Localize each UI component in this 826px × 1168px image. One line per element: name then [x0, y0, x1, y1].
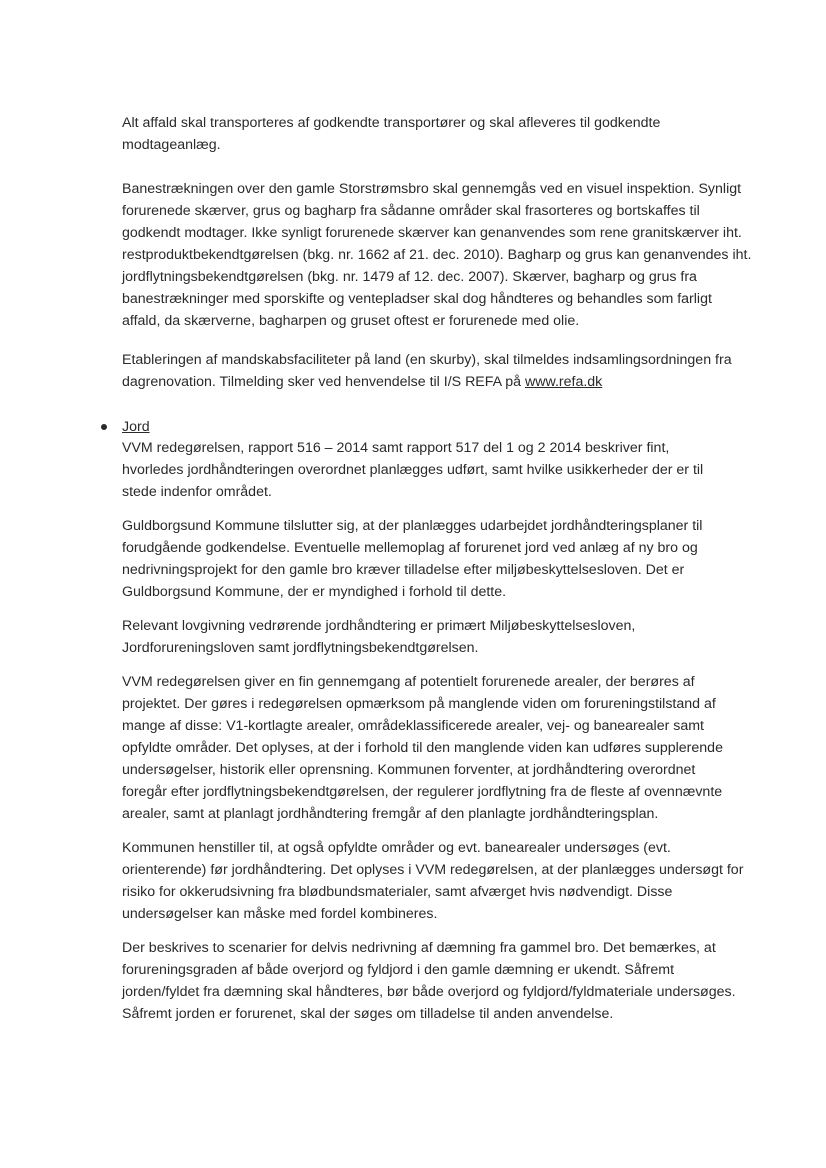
text-line: Banestrækningen over den gamle Storstrømsbro skal gennemgås ved en visuel inspektion. Synligt — [122, 181, 742, 197]
text-line: Jordforureningsloven samt jordflytningsbekendtgørelsen. — [122, 640, 479, 656]
text-line: Relevant lovgivning vedrørende jordhåndtering er primært Miljøbeskyttelsesloven, — [122, 618, 636, 634]
text-line: Der beskrives to scenarier for delvis nedrivning af dæmning fra gammel bro. Det bemærkes, at — [122, 940, 716, 956]
text-line: Såfremt jorden er forurenet, skal der søges om tilladelse til anden anvendelse. — [122, 1006, 614, 1022]
text-line: banestrækninger med sporskifte og ventepladser skal dog håndteres og behandles som farligt — [122, 291, 712, 307]
refa-link[interactable]: www.refa.dk — [525, 374, 603, 390]
text-line: VVM redegørelsen giver en fin gennemgang af potentielt forurenede arealer, der berøres af — [122, 674, 695, 690]
text-line: opfyldte områder. Det oplyses, at der i forhold til den manglende viden kan udføres supplerende — [122, 740, 723, 756]
bullet-icon — [101, 424, 107, 430]
text-line: jorden/fyldet fra dæmning skal håndteres, bør både overjord og fyldjord/fyldmateriale undersøges. — [122, 984, 736, 1000]
text-line: mange af disse: V1-kortlagte arealer, områdeklassificerede arealer, vej- og banearealer samt — [122, 718, 704, 734]
text-line: nedrivningsprojekt for den gamle bro kræver tilladelse efter miljøbeskyttelsesloven. Det er — [122, 562, 685, 578]
text-line: undersøgelser kan måske med fordel kombineres. — [122, 906, 438, 922]
jord-heading-text: Jord — [122, 419, 150, 435]
text-line: Kommunen henstiller til, at også opfyldte områder og evt. banearealer undersøges (evt. — [122, 840, 671, 856]
text-line: Guldborgsund Kommune tilslutter sig, at der planlægges udarbejdet jordhåndteringsplaner til — [122, 518, 703, 534]
text-line: VVM redegørelsen, rapport 516 – 2014 samt rapport 517 del 1 og 2 2014 beskriver fint, — [122, 440, 670, 456]
text-line: forureningsgraden af både overjord og fyldjord i den gamle dæmning er ukendt. Såfremt — [122, 962, 675, 978]
text-line: modtageanlæg. — [122, 137, 221, 153]
text-line: arealer, samt at planlagt jordhåndtering fremgår af den planlagte jordhåndteringsplan. — [122, 806, 659, 822]
text-line: Alt affald skal transporteres af godkendte transportører og skal afleveres til godkendte — [122, 115, 661, 131]
text-line: undersøgelser, historik eller oprensning. Kommunen forventer, at jordhåndtering overordnet — [122, 762, 696, 778]
text-line: hvorledes jordhåndteringen overordnet planlægges udført, samt hvilke usikkerheder der er til — [122, 462, 704, 478]
section-heading-jord — [122, 416, 150, 438]
text-line: Guldborgsund Kommune, der er myndighed i forhold til dette. — [122, 584, 507, 600]
text-line: orienterende) før jordhåndtering. Det oplyses i VVM redegørelsen, at der planlægges undersøgt for — [122, 862, 744, 878]
text-line: jordflytningsbekendtgørelsen (bkg. nr. 1479 af 12. dec. 2007). Skærver, bagharp og grus fra — [122, 269, 697, 285]
text-line: forurenede skærver, grus og bagharp fra sådanne områder skal frasorteres og bortskaffes til — [122, 203, 700, 219]
text-line: stede indenfor området. — [122, 484, 272, 500]
text-line — [122, 371, 602, 393]
text-line: foregår efter jordflytningsbekendtgørelsen, der regulerer jordflytning fra de fleste af ovennævnte — [122, 784, 723, 800]
text-line: risiko for okkerudsivning fra blødbundsmaterialer, samt afværget hvis nødvendigt. Disse — [122, 884, 673, 900]
text-line: Etableringen af mandskabsfaciliteter på land (en skurby), skal tilmeldes indsamlingsordningen fra — [122, 352, 732, 368]
text-line: restproduktbekendtgørelsen (bkg. nr. 1662 af 21. dec. 2010). Bagharp og grus kan genanvendes iht. — [122, 247, 752, 263]
text-segment: dagrenovation. Tilmelding sker ved henvendelse til I/S REFA på — [122, 374, 525, 390]
text-line: godkendt modtager. Ikke synligt forurenede skærver kan genanvendes som rene granitskærver iht. — [122, 225, 742, 241]
text-line: forudgående godkendelse. Eventuelle mellemoplag af forurenet jord ved anlæg af ny bro og — [122, 540, 698, 556]
text-line: projektet. Der gøres i redegørelsen opmærksom på manglende viden om forureningstilstand af — [122, 696, 716, 712]
text-line: affald, da skærverne, bagharpen og gruset oftest er forurenede med olie. — [122, 313, 580, 329]
